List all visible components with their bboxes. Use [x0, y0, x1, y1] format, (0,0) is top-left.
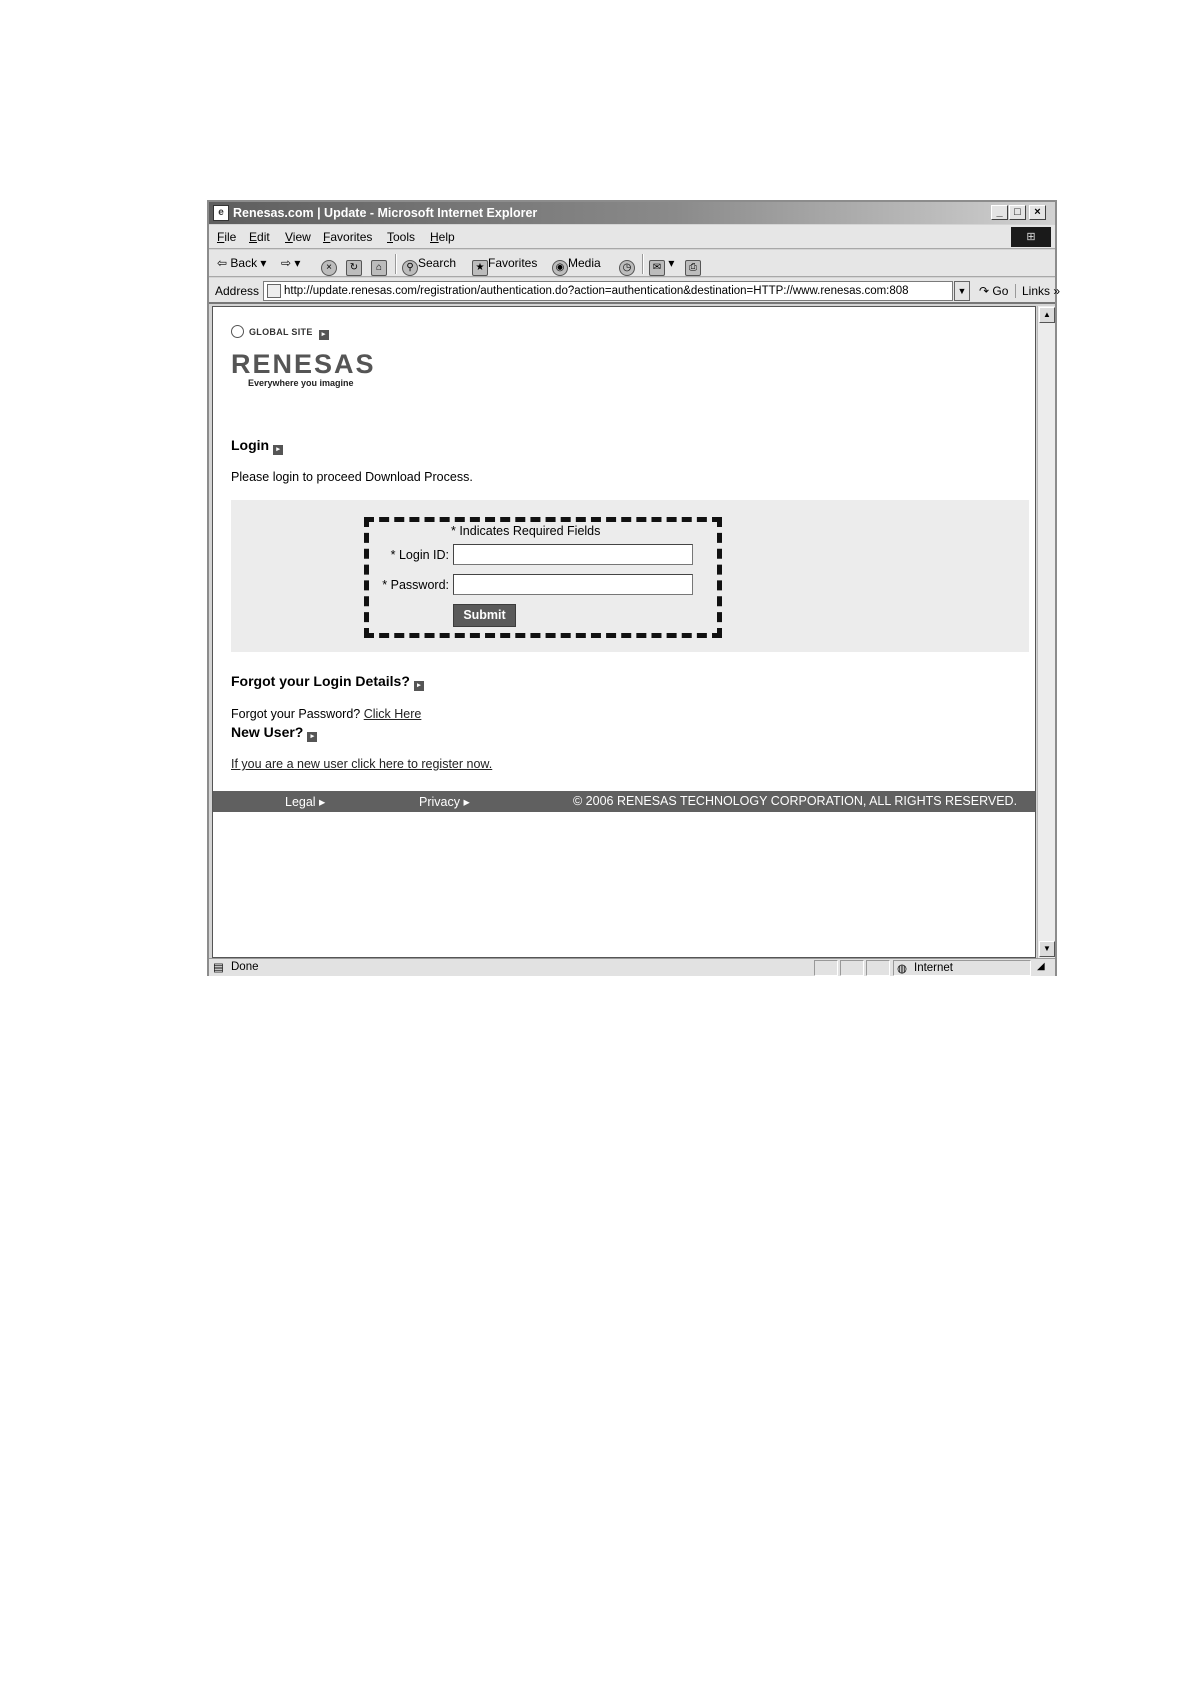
window-title: Renesas.com | Update - Microsoft Internet Explorer [233, 206, 538, 220]
global-site-link[interactable] [231, 325, 329, 340]
forgot-password-line [231, 707, 421, 721]
status-bar [209, 958, 1055, 976]
arrow-icon: ▸ [273, 445, 283, 455]
media-icon: ◉ [552, 260, 568, 276]
arrow-icon: ▸ [414, 681, 424, 691]
links-label: Links [1022, 284, 1051, 298]
arrow-icon: ▸ [307, 732, 317, 742]
global-site-label: GLOBAL SITE [249, 327, 313, 337]
toolbar-separator [395, 254, 397, 274]
menu-view[interactable]: View [285, 230, 311, 244]
windows-logo-icon: ⊞ [1011, 227, 1051, 247]
globe-icon [231, 325, 244, 338]
new-user-heading-text: New User? [231, 724, 304, 740]
title-bar [209, 202, 1055, 224]
stop-button[interactable] [321, 256, 337, 276]
address-bar [209, 278, 1061, 304]
history-button[interactable] [619, 256, 635, 276]
arrow-icon: ▸ [319, 330, 329, 340]
password-label: * Password: [382, 578, 449, 592]
page-footer [213, 791, 1036, 812]
forgot-heading [231, 673, 424, 691]
status-text: Done [231, 961, 259, 973]
login-id-input[interactable] [453, 544, 693, 565]
zone-cell [893, 960, 1031, 976]
page-icon [267, 284, 281, 298]
refresh-icon: ↻ [346, 260, 362, 276]
page-viewport [212, 306, 1036, 958]
search-button[interactable] [402, 256, 456, 276]
print-button[interactable] [685, 256, 701, 276]
scroll-up-arrow-icon[interactable]: ▲ [1039, 307, 1055, 323]
menu-file[interactable]: File [217, 230, 237, 244]
register-link[interactable]: If you are a new user click here to register now. [231, 757, 493, 771]
copyright-text: © 2006 RENESAS TECHNOLOGY CORPORATION, ALL RIGHTS RESERVED. [573, 794, 1018, 808]
required-fields-note: * Indicates Required Fields [451, 524, 601, 538]
login-heading [231, 437, 283, 455]
click-here-link[interactable]: Click Here [363, 707, 422, 721]
home-icon: ⌂ [371, 260, 387, 276]
links-button[interactable]: Links » [1015, 284, 1060, 298]
address-label: Address [215, 284, 260, 298]
forgot-password-text: Forgot your Password? [231, 707, 361, 721]
scroll-down-arrow-icon[interactable]: ▼ [1039, 941, 1055, 957]
status-cell [814, 960, 838, 976]
zone-text: Internet [914, 962, 953, 974]
password-input[interactable] [453, 574, 693, 595]
go-label: Go [992, 284, 1009, 298]
menu-bar [209, 225, 1055, 249]
legal-link[interactable]: Legal ▸ [285, 795, 326, 809]
forward-button[interactable]: ⇨ ▾ [281, 256, 301, 270]
back-button[interactable]: ⇦ Back ▾ [217, 256, 267, 270]
media-button[interactable] [552, 256, 601, 276]
favorites-label: Favorites [488, 256, 538, 270]
toolbar-separator [642, 254, 644, 274]
login-intro-text: Please login to proceed Download Process. [231, 470, 473, 484]
mail-icon: ✉ [649, 260, 665, 276]
menu-help[interactable]: Help [430, 230, 455, 244]
vertical-scrollbar[interactable] [1037, 306, 1055, 958]
new-user-heading [231, 724, 317, 742]
home-button[interactable] [371, 256, 387, 276]
search-icon: ⚲ [402, 260, 418, 276]
stop-icon: × [321, 260, 337, 276]
forgot-heading-text: Forgot your Login Details? [231, 673, 410, 689]
status-page-icon: ▤ [213, 962, 224, 974]
maximize-button[interactable]: □ [1009, 205, 1026, 220]
minimize-button[interactable]: _ [991, 205, 1008, 220]
browser-window [207, 200, 1061, 976]
print-icon: ⎙ [685, 260, 701, 276]
ie-page-icon: e [213, 205, 229, 221]
renesas-logo[interactable]: RENESAS [231, 349, 376, 379]
menu-favorites[interactable]: Favorites [323, 230, 373, 244]
go-button[interactable]: ↷ Go [979, 284, 1009, 298]
back-label: Back [230, 256, 258, 270]
submit-button[interactable]: Submit [453, 604, 516, 627]
media-label: Media [568, 256, 601, 270]
status-cell [866, 960, 890, 976]
menu-tools[interactable]: Tools [387, 230, 416, 244]
login-heading-text: Login [231, 437, 270, 453]
login-id-label: * Login ID: [390, 548, 449, 562]
menu-edit[interactable]: Edit [249, 230, 270, 244]
close-button[interactable]: × [1029, 205, 1046, 220]
resize-grip-icon[interactable]: ◢ [1037, 961, 1045, 972]
status-cell [840, 960, 864, 976]
standard-toolbar [209, 250, 1055, 277]
address-input[interactable] [263, 281, 953, 301]
privacy-link[interactable]: Privacy ▸ [419, 795, 470, 809]
logo-tagline: Everywhere you imagine [248, 378, 354, 388]
mail-button[interactable]: ✉ ▾ [649, 256, 674, 276]
favorites-icon: ★ [472, 260, 488, 276]
search-label: Search [418, 256, 457, 270]
favorites-button[interactable] [472, 256, 537, 276]
login-form-panel [231, 500, 1029, 652]
refresh-button[interactable] [346, 256, 362, 276]
address-dropdown-button[interactable]: ▼ [954, 281, 970, 301]
address-url: http://update.renesas.com/registration/authentication.do?action=authentication&destination=HTTP://www.renesas.com:808 [284, 285, 909, 297]
internet-globe-icon: ◍ [897, 963, 908, 975]
history-icon: ◷ [619, 260, 635, 276]
